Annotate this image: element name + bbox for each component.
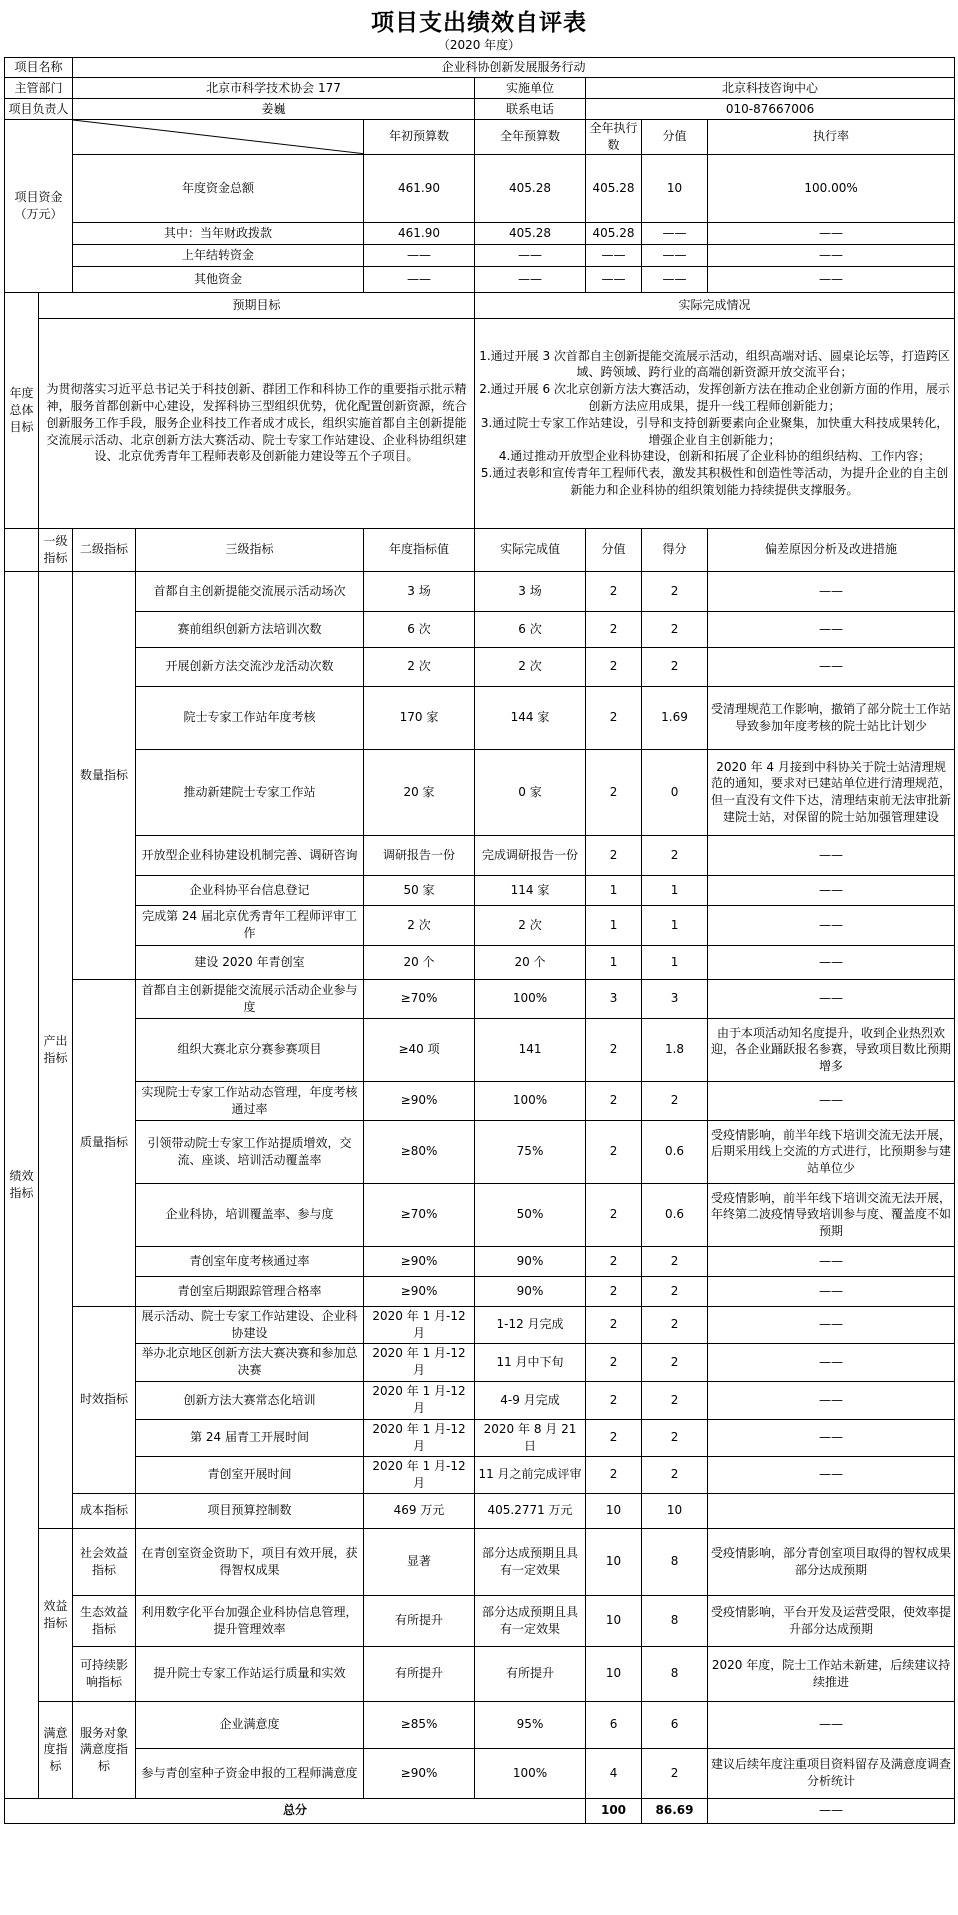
weight: 6 [586, 1701, 642, 1748]
weight: 10 [586, 1646, 642, 1701]
indicator-row [5, 905, 955, 945]
indicator-row [5, 875, 955, 905]
score: 3 [642, 979, 708, 1018]
annual-target: 有所提升 [364, 1595, 475, 1646]
actual-value: 90% [475, 1246, 586, 1276]
indicator-name: 组织大赛北京分赛参赛项目 [136, 1018, 364, 1081]
annual-target: 20 个 [364, 945, 475, 979]
score: 8 [642, 1595, 708, 1646]
phone-label: 联系电话 [475, 99, 586, 120]
weight: 2 [586, 1276, 642, 1306]
indicator-row [5, 1646, 955, 1701]
weight: 2 [586, 571, 642, 611]
indicator-row [5, 1081, 955, 1120]
weight: 2 [586, 1183, 642, 1246]
annual-target: ≥90% [364, 1246, 475, 1276]
actual-value: 100% [475, 1748, 586, 1798]
indicator-row [5, 1748, 955, 1798]
indicator-row [5, 1018, 955, 1081]
indicator-header: 三级指标 [136, 528, 364, 571]
funds-cell: —— [364, 266, 475, 292]
level1-satisfaction: 满意度指标 [39, 1701, 73, 1798]
indicator-name: 第 24 届青工开展时间 [136, 1419, 364, 1456]
score: 10 [642, 1493, 708, 1528]
annual-target: ≥70% [364, 1183, 475, 1246]
annual-target: 2020 年 1 月-12 月 [364, 1456, 475, 1493]
project-name-value: 企业科协创新发展服务行动 [73, 58, 955, 78]
score: 8 [642, 1528, 708, 1595]
deviation-reason: —— [708, 1343, 955, 1381]
deviation-reason: 受疫情影响，平台开发及运营受限，使效率提升部分达成预期 [708, 1595, 955, 1646]
level1-output: 产出指标 [39, 571, 73, 1528]
actual-goal-item: 5.通过表彰和宣传青年工程师代表，激发其积极性和创造性等活动，为提升企业的自主创新能力和企业科协的组织策划能力持续提供支撑服务。 [480, 466, 949, 498]
actual-goal-header: 实际完成情况 [475, 292, 955, 318]
indicator-row [5, 1456, 955, 1493]
indicator-header: 二级指标 [73, 528, 136, 571]
annual-target: ≥90% [364, 1081, 475, 1120]
actual-value: 100% [475, 1081, 586, 1120]
deviation-reason: —— [708, 1381, 955, 1419]
indicator-row [5, 1120, 955, 1183]
weight: 2 [586, 1306, 642, 1343]
funds-row-label: 上年结转资金 [73, 244, 364, 266]
deviation-reason: —— [708, 835, 955, 875]
indicator-row [5, 1381, 955, 1419]
score: 1 [642, 875, 708, 905]
weight: 2 [586, 835, 642, 875]
funds-label: 项目资金（万元） [5, 120, 73, 293]
deviation-reason: —— [708, 1246, 955, 1276]
indicator-name: 首都自主创新提能交流展示活动企业参与度 [136, 979, 364, 1018]
funds-row-label: 年度资金总额 [73, 154, 364, 222]
score: 2 [642, 571, 708, 611]
score: 2 [642, 1246, 708, 1276]
indicator-name: 项目预算控制数 [136, 1493, 364, 1528]
indicator-header: 分值 [586, 528, 642, 571]
indicator-header: 年度指标值 [364, 528, 475, 571]
indicator-name: 企业科协，培训覆盖率、参与度 [136, 1183, 364, 1246]
annual-target: 2020 年 1 月-12 月 [364, 1343, 475, 1381]
goals-label: 年度总体目标 [5, 292, 39, 528]
funds-cell: —— [364, 244, 475, 266]
weight: 1 [586, 875, 642, 905]
actual-value: 3 场 [475, 571, 586, 611]
funds-cell: —— [708, 266, 955, 292]
indicator-row [5, 979, 955, 1018]
annual-target: 显著 [364, 1528, 475, 1595]
indicator-row [5, 571, 955, 611]
indicator-name: 赛前组织创新方法培训次数 [136, 611, 364, 647]
indicator-row [5, 1419, 955, 1456]
score: 0 [642, 749, 708, 835]
score: 0.6 [642, 1183, 708, 1246]
annual-target: 20 家 [364, 749, 475, 835]
deviation-reason: 2020 年 4 月接到中科协关于院士站清理规范的通知，要求对已建站单位进行清理规范，但一直没有文件下达，清理结束前无法审批新建院士站，对保留的院士站加强管理建设 [708, 749, 955, 835]
indicator-name: 展示活动、院士专家工作站建设、企业科协建设 [136, 1306, 364, 1343]
level2-service: 服务对象满意度指标 [73, 1701, 136, 1798]
score: 2 [642, 1419, 708, 1456]
score: 2 [642, 835, 708, 875]
indicator-header: 得分 [642, 528, 708, 571]
level2-sustain: 可持续影响指标 [73, 1646, 136, 1701]
weight: 10 [586, 1528, 642, 1595]
score: 1.8 [642, 1018, 708, 1081]
annual-target: 2020 年 1 月-12 月 [364, 1419, 475, 1456]
funds-header: 年初预算数 [364, 120, 475, 155]
indicator-name: 青创室开展时间 [136, 1456, 364, 1493]
score: 2 [642, 611, 708, 647]
owner-value: 姜巍 [73, 99, 475, 120]
funds-cell: 405.28 [475, 154, 586, 222]
funds-cell: 100.00% [708, 154, 955, 222]
deviation-reason: —— [708, 647, 955, 686]
indicator-name: 提升院士专家工作站运行质量和实效 [136, 1646, 364, 1701]
annual-target: 3 场 [364, 571, 475, 611]
actual-value: 100% [475, 979, 586, 1018]
funds-cell: 405.28 [586, 154, 642, 222]
weight: 10 [586, 1493, 642, 1528]
indicator-row [5, 749, 955, 835]
annual-target: 有所提升 [364, 1646, 475, 1701]
score: 2 [642, 1306, 708, 1343]
annual-target: ≥70% [364, 979, 475, 1018]
score: 1.69 [642, 686, 708, 749]
indicator-header: 实际完成值 [475, 528, 586, 571]
weight: 2 [586, 1343, 642, 1381]
total-reason: —— [708, 1798, 955, 1823]
indicator-row [5, 1183, 955, 1246]
indicator-name: 青创室后期跟踪管理合格率 [136, 1276, 364, 1306]
actual-value: 95% [475, 1701, 586, 1748]
deviation-reason: 受疫情影响，前半年线下培训交流无法开展，年终第二波疫情导致培训参与度、覆盖度不如预期 [708, 1183, 955, 1246]
owner-label: 项目负责人 [5, 99, 73, 120]
impl-value: 北京科技咨询中心 [586, 78, 955, 99]
funds-cell: —— [642, 266, 708, 292]
indicator-name: 企业满意度 [136, 1701, 364, 1748]
actual-value: 405.2771 万元 [475, 1493, 586, 1528]
annual-target: 2 次 [364, 647, 475, 686]
annual-target: ≥90% [364, 1748, 475, 1798]
actual-value: 75% [475, 1120, 586, 1183]
indicator-name: 推动新建院士专家工作站 [136, 749, 364, 835]
total-score: 86.69 [642, 1798, 708, 1823]
actual-value: 50% [475, 1183, 586, 1246]
weight: 2 [586, 749, 642, 835]
score: 0.6 [642, 1120, 708, 1183]
project-name-label: 项目名称 [5, 58, 73, 78]
funds-row-label: 其中：当年财政拨款 [73, 222, 364, 244]
actual-value: 144 家 [475, 686, 586, 749]
deviation-reason: 受清理规范工作影响，撤销了部分院士工作站导致参加年度考核的院士站比计划少 [708, 686, 955, 749]
indicator-name: 院士专家工作站年度考核 [136, 686, 364, 749]
annual-target: 6 次 [364, 611, 475, 647]
annual-target: ≥80% [364, 1120, 475, 1183]
dept-value: 北京市科学技术协会 177 [73, 78, 475, 99]
actual-goal-item: 4.通过推动开放型企业科协建设，创新和拓展了企业科协的组织结构、工作内容； [498, 449, 931, 464]
indicator-name: 利用数字化平台加强企业科协信息管理，提升管理效率 [136, 1595, 364, 1646]
deviation-reason: —— [708, 571, 955, 611]
score: 2 [642, 1343, 708, 1381]
funds-cell: —— [475, 244, 586, 266]
actual-value: 完成调研报告一份 [475, 835, 586, 875]
actual-value: 4-9 月完成 [475, 1381, 586, 1419]
actual-value: 114 家 [475, 875, 586, 905]
indicator-row [5, 1595, 955, 1646]
funds-cell: 405.28 [475, 222, 586, 244]
annual-target: ≥40 项 [364, 1018, 475, 1081]
indicator-row [5, 1493, 955, 1528]
deviation-reason: 受疫情影响，部分青创室项目取得的智权成果部分达成预期 [708, 1528, 955, 1595]
total-weight: 100 [586, 1798, 642, 1823]
expected-goal-text: 为贯彻落实习近平总书记关于科技创新、群团工作和科协工作的重要指示批示精神，服务首都创新中心建设，发挥科协三型组织优势，优化配置创新资源，统合创新服务工作手段，服务企业科技工作者成才成长，组织实施首都自主创新提能交流展示活动、北京创新方法大赛活动、院士专家工作站建设、企业科协组织建设、北京优秀青年工程师表彰及创新能力建设等五个子项目。 [39, 318, 475, 528]
annual-target: 2020 年 1 月-12 月 [364, 1306, 475, 1343]
actual-value: 部分达成预期且具有一定效果 [475, 1528, 586, 1595]
indicator-row [5, 1343, 955, 1381]
form-title: 项目支出绩效自评表 [371, 10, 587, 36]
funds-cell: 10 [642, 154, 708, 222]
dept-label: 主管部门 [5, 78, 73, 99]
deviation-reason: 建议后续年度注重项目资料留存及满意度调查分析统计 [708, 1748, 955, 1798]
indicator-name: 开放型企业科协建设机制完善、调研咨询 [136, 835, 364, 875]
funds-cell: —— [586, 244, 642, 266]
deviation-reason [708, 1493, 955, 1528]
deviation-reason: —— [708, 1276, 955, 1306]
deviation-reason: —— [708, 1419, 955, 1456]
weight: 3 [586, 979, 642, 1018]
actual-value: 2020 年 8 月 21 日 [475, 1419, 586, 1456]
funds-cell: —— [708, 244, 955, 266]
deviation-reason: —— [708, 905, 955, 945]
funds-cell: —— [642, 222, 708, 244]
indicator-row [5, 1528, 955, 1595]
funds-row-label: 其他资金 [73, 266, 364, 292]
weight: 4 [586, 1748, 642, 1798]
indicator-row [5, 611, 955, 647]
weight: 2 [586, 647, 642, 686]
annual-target: 469 万元 [364, 1493, 475, 1528]
score: 2 [642, 1081, 708, 1120]
indicator-row [5, 835, 955, 875]
actual-value: 11 月之前完成评审 [475, 1456, 586, 1493]
actual-value: 部分达成预期且具有一定效果 [475, 1595, 586, 1646]
form-year: （2020 年度） [437, 38, 521, 52]
weight: 10 [586, 1595, 642, 1646]
funds-cell: —— [586, 266, 642, 292]
weight: 2 [586, 1456, 642, 1493]
score: 2 [642, 647, 708, 686]
blank-corner [5, 528, 39, 571]
weight: 1 [586, 905, 642, 945]
level2-eco: 生态效益指标 [73, 1595, 136, 1646]
indicator-name: 建设 2020 年青创室 [136, 945, 364, 979]
impl-label: 实施单位 [475, 78, 586, 99]
indicator-row [5, 1701, 955, 1748]
score: 1 [642, 905, 708, 945]
deviation-reason: —— [708, 1456, 955, 1493]
deviation-reason: 2020 年度，院士工作站未新建，后续建议持续推进 [708, 1646, 955, 1701]
actual-goal-item: 1.通过开展 3 次首都自主创新提能交流展示活动，组织高端对话、圆桌论坛等，打造跨区域、跨领域、跨行业的高端创新资源开放交流平台； [479, 348, 950, 380]
level2-social: 社会效益指标 [73, 1528, 136, 1595]
indicator-row [5, 1276, 955, 1306]
annual-target: 2 次 [364, 905, 475, 945]
actual-value: 2 次 [475, 647, 586, 686]
indicator-name: 举办北京地区创新方法大赛决赛和参加总决赛 [136, 1343, 364, 1381]
deviation-reason: —— [708, 1306, 955, 1343]
funds-header: 执行率 [708, 120, 955, 155]
weight: 2 [586, 1081, 642, 1120]
actual-value: 90% [475, 1276, 586, 1306]
score: 2 [642, 1748, 708, 1798]
weight: 2 [586, 1018, 642, 1081]
funds-cell: —— [642, 244, 708, 266]
indicator-row [5, 945, 955, 979]
deviation-reason: —— [708, 611, 955, 647]
weight: 2 [586, 686, 642, 749]
indicator-name: 完成第 24 届北京优秀青年工程师评审工作 [136, 905, 364, 945]
actual-goal-item: 2.通过开展 6 次北京创新方法大赛活动，发挥创新方法在推动企业创新方面的作用，展示创新方法应用成果，提升一线工程师创新能力； [479, 382, 950, 414]
score: 8 [642, 1646, 708, 1701]
level2-quantity: 数量指标 [73, 571, 136, 979]
deviation-reason: 由于本项活动知名度提升，收到企业热烈欢迎，各企业踊跃报名参赛，导致项目数比预期增多 [708, 1018, 955, 1081]
actual-value: 1-12 月完成 [475, 1306, 586, 1343]
funds-cell: 461.90 [364, 222, 475, 244]
annual-target: 50 家 [364, 875, 475, 905]
indicator-row [5, 1306, 955, 1343]
perf-indicator-label: 绩效指标 [5, 571, 39, 1798]
indicator-name: 在青创室资金资助下，项目有效开展，获得智权成果 [136, 1528, 364, 1595]
actual-value: 6 次 [475, 611, 586, 647]
indicator-name: 开展创新方法交流沙龙活动次数 [136, 647, 364, 686]
weight: 2 [586, 1120, 642, 1183]
weight: 1 [586, 945, 642, 979]
funds-cell: 461.90 [364, 154, 475, 222]
deviation-reason: —— [708, 979, 955, 1018]
indicator-row [5, 686, 955, 749]
indicator-name: 创新方法大赛常态化培训 [136, 1381, 364, 1419]
funds-cell: —— [708, 222, 955, 244]
actual-goal-text [475, 318, 955, 528]
score: 2 [642, 1276, 708, 1306]
weight: 2 [586, 1419, 642, 1456]
weight: 2 [586, 1381, 642, 1419]
funds-cell: —— [475, 266, 586, 292]
indicator-name: 青创室年度考核通过率 [136, 1246, 364, 1276]
expected-goal-header: 预期目标 [39, 292, 475, 318]
actual-value: 有所提升 [475, 1646, 586, 1701]
score: 2 [642, 1456, 708, 1493]
actual-value: 20 个 [475, 945, 586, 979]
annual-target: 调研报告一份 [364, 835, 475, 875]
funds-header: 全年预算数 [475, 120, 586, 155]
annual-target: ≥90% [364, 1276, 475, 1306]
level2-timeliness: 时效指标 [73, 1306, 136, 1493]
indicator-name: 引领带动院士专家工作站提质增效，交流、座谈、培训活动覆盖率 [136, 1120, 364, 1183]
indicator-name: 首都自主创新提能交流展示活动场次 [136, 571, 364, 611]
actual-value: 141 [475, 1018, 586, 1081]
annual-target: 170 家 [364, 686, 475, 749]
actual-value: 0 家 [475, 749, 586, 835]
indicator-header: 一级指标 [39, 528, 73, 571]
funds-header: 全年执行数 [586, 120, 642, 155]
indicator-name: 参与青创室种子资金申报的工程师满意度 [136, 1748, 364, 1798]
level2-cost: 成本指标 [73, 1493, 136, 1528]
actual-value: 2 次 [475, 905, 586, 945]
indicator-name: 企业科协平台信息登记 [136, 875, 364, 905]
indicator-row [5, 647, 955, 686]
score: 1 [642, 945, 708, 979]
diagonal-line [73, 120, 363, 154]
indicator-row [5, 1246, 955, 1276]
deviation-reason: —— [708, 1081, 955, 1120]
funds-cell: 405.28 [586, 222, 642, 244]
deviation-reason: 受疫情影响，前半年线下培训交流无法开展，后期采用线上交流的方式进行，比预期参与建站单位少 [708, 1120, 955, 1183]
self-evaluation-table [4, 57, 955, 1824]
annual-target: ≥85% [364, 1701, 475, 1748]
funds-diagonal-header [73, 120, 364, 155]
indicator-name: 实现院士专家工作站动态管理，年度考核通过率 [136, 1081, 364, 1120]
phone-value: 010-87667006 [586, 99, 955, 120]
weight: 2 [586, 611, 642, 647]
deviation-reason: —— [708, 875, 955, 905]
deviation-reason: —— [708, 945, 955, 979]
actual-goal-item: 3.通过院士专家工作站建设，引导和支持创新要素向企业聚集，加快重大科技成果转化，增强企业自主创新能力； [480, 415, 949, 447]
weight: 2 [586, 1246, 642, 1276]
indicator-header: 偏差原因分析及改进措施 [708, 528, 955, 571]
level1-benefit: 效益指标 [39, 1528, 73, 1701]
funds-header: 分值 [642, 120, 708, 155]
deviation-reason: —— [708, 1701, 955, 1748]
actual-value: 11 月中下旬 [475, 1343, 586, 1381]
total-label: 总分 [5, 1798, 586, 1823]
score: 2 [642, 1381, 708, 1419]
score: 6 [642, 1701, 708, 1748]
annual-target: 2020 年 1 月-12 月 [364, 1381, 475, 1419]
level2-quality: 质量指标 [73, 979, 136, 1306]
